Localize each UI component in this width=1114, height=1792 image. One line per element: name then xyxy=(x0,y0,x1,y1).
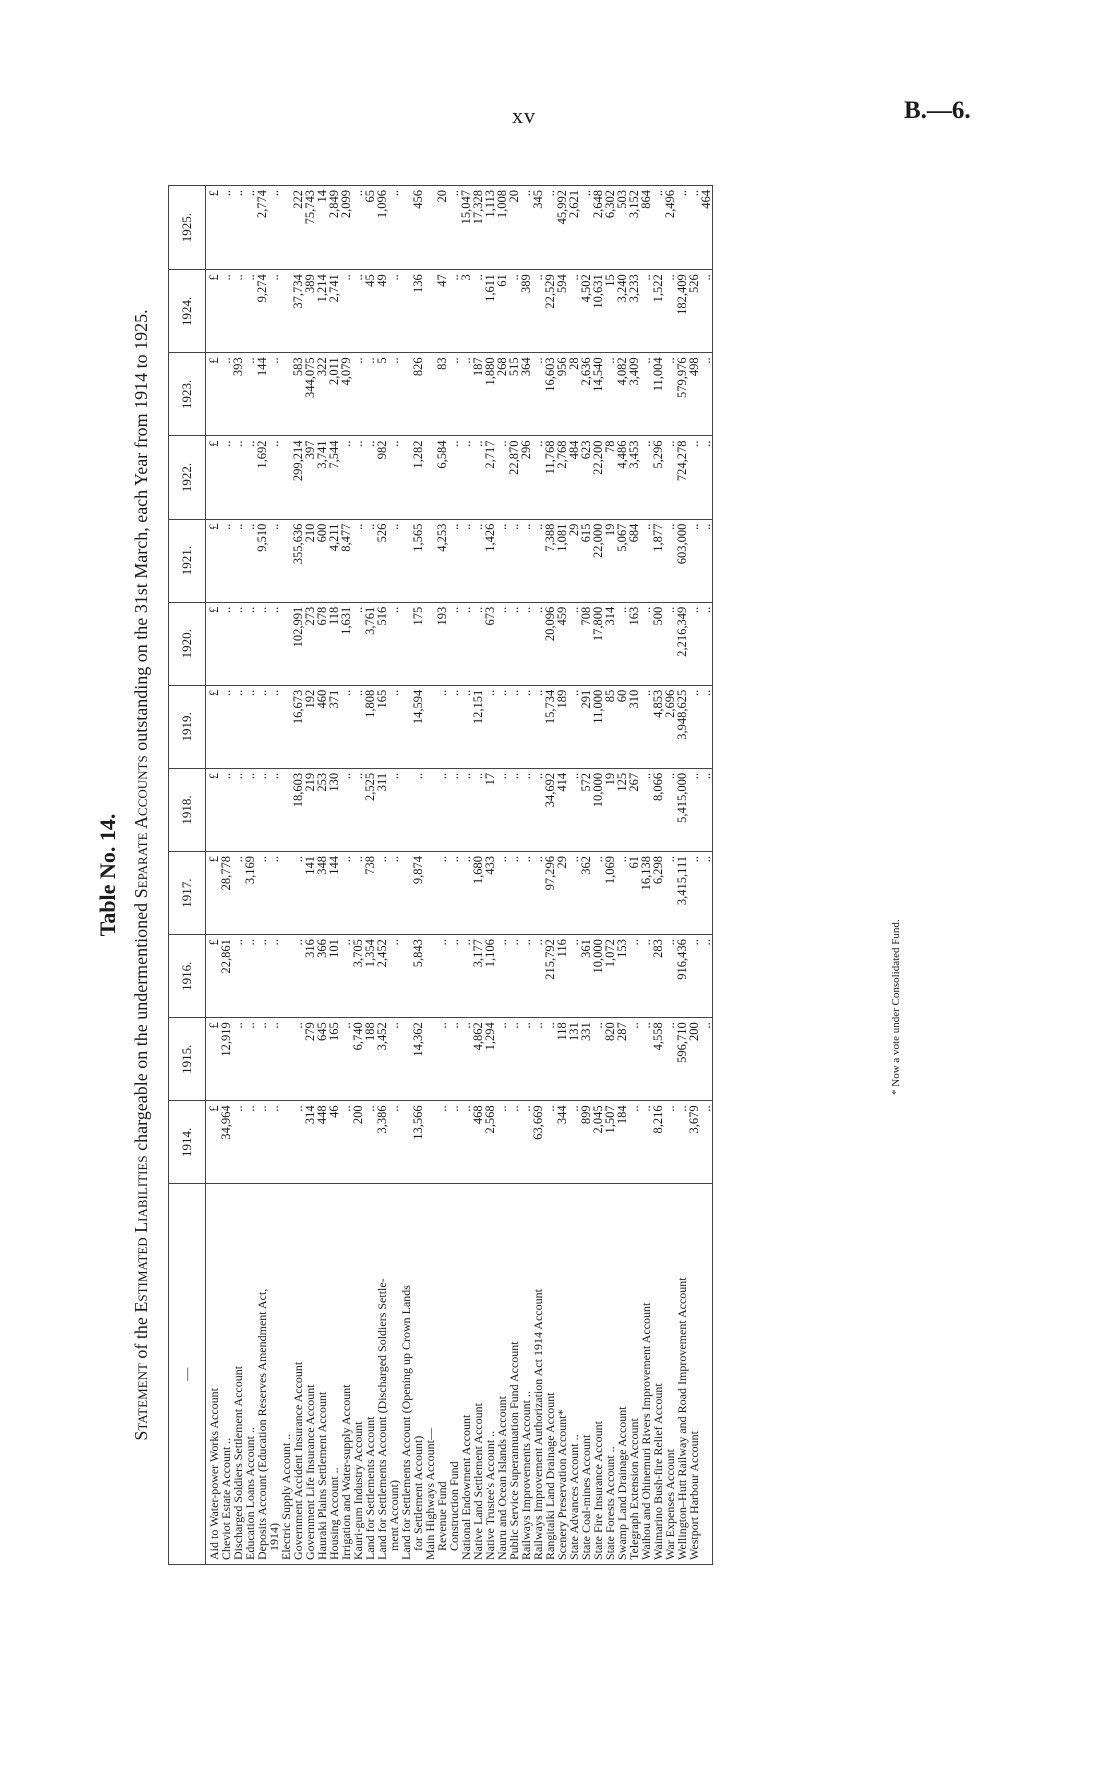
liabilities-table xyxy=(168,185,713,1565)
values-column-1925: £ .. .. .. 2,774 .. 222 75,743 14 2,849 2,099 .. 65 1,096 .. 456 20 .. 15,047 17,328 1,113 1,008 20 .. 345 .. 45,992 2,621 .. 2,648 6,302 503 3,152 864 .. 2,496 .. .. 464 xyxy=(206,186,713,270)
column-header: 1922. xyxy=(169,436,206,519)
column-header: 1919. xyxy=(169,685,206,768)
header-blank: — xyxy=(169,1184,206,1565)
column-header: 1914. xyxy=(169,1101,206,1184)
values-column-1924: £ .. .. .. 9,274 .. 37,734 389 1,214 2,741 .. .. 45 49 .. 136 47 .. 3 .. 1,611 61 .. 389 .. 22,529 594 .. 4,502 10,631 15 3,240 3,233 .. 1,522 .. 182,409 526 .. xyxy=(206,270,713,353)
values-column-1916: £ 22,861 .. .. .. .. .. 316 366 101 .. 3,705 1,354 2,452 .. 5,843 .. .. .. 3,177 1,106 .. .. .. .. 215,792 116 .. 361 10,000 1,072 153 .. .. 283 .. 916,436 .. .. xyxy=(206,935,713,1018)
values-column-1918: £ .. .. .. .. .. 18,603 219 253 130 .. .. 2,525 311 .. .. .. .. .. .. 17 .. .. .. .. 34,692 414 .. 572 10,000 19 125 267 .. 8,066 .. 5,415,000 .. .. xyxy=(206,768,713,851)
column-header: 1917. xyxy=(169,852,206,935)
rotated-table-area xyxy=(95,185,955,1565)
values-column-1921: £ .. .. .. 9,510 .. 355,636 210 600 4,211 8,477 .. .. 526 .. 1,565 4,253 .. .. .. 1,426 .. .. .. .. 7,388 1,081 29 615 22,000 19 5,067 684 .. 1,877 .. 603,000 .. .. xyxy=(206,519,713,602)
column-header: 1920. xyxy=(169,602,206,685)
title-word-estimated-liabilities: Estimated Liabilities xyxy=(131,1155,151,1313)
footnote: * Now a vote under Consolidated Fund. xyxy=(890,919,902,1095)
account-names-column: Aid to Water-power Works Account Cheviot Estate Account .. Discharged Soldiers Settlement Account Education Loans Account .. Deposits Account (Education Reserves Amendment Act, 1914) Electric Supply Account .. Government Accident Insurance Account Government Life Insurance Account Hauraki Plains Settlement Account Housing Account .. Irrigation and Water-supply Account Kauri-gum Industry Account Land for Settlements Account Land for Settlements Account (Discharged Soldiers Settle- ment Account) Land for Settlements Account (Opening up Crown Lands for Settlement Account) Main Highways Account— Revenue Fund Construction Fund National Endowment Account Native Land Settlement Account Native Trustee's Account .. Nauru and Ocean Islands Account Public Service Superannuation Fund Account Railways Improvements Account .. Railways Improvement Authorization Act 1914 Account Rangitaiki Land Drainage Account Scenery Preservation Account* State Advances Account .. State Coal-mines Account State Fire Insurance Account State Forests Account .. Swamp Land Drainage Account Telegraph Extension Account Waihou and Ohinemuri Rivers Improvement Account Waimarino Bush-fire Relief Account War Expenses Account Wellington–Hutt Railway and Road Improvement Account Westport Harbour Account xyxy=(206,1184,713,1565)
column-header: 1915. xyxy=(169,1018,206,1101)
column-header: 1925. xyxy=(169,186,206,270)
values-column-1920: £ .. .. .. .. .. 102,991 273 678 118 1,631 .. 3,761 516 .. 175 193 .. .. .. 673 .. .. .. .. 20,096 459 .. 708 17,800 314 .. 163 .. 500 .. 2,216,349 .. .. xyxy=(206,602,713,685)
page-number: xv xyxy=(512,103,536,128)
values-column-1914: £ 34,964 .. .. .. .. .. 314 448 46 .. 200 .. 3,386 .. 13,566 .. .. .. 468 2,568 .. .. .. 63,669 .. 344 .. 899 2,045 1,507 184 .. .. 8,216 .. .. 3,679 .. xyxy=(206,1101,713,1184)
title-word-separate-accounts: Separate Accounts xyxy=(131,755,151,899)
values-column-1919: £ .. .. .. .. .. 16,673 192 460 371 .. .. 1,808 165 .. 14,594 .. .. .. 12,151 .. .. .. .. .. 15,734 189 .. 291 11,000 85 60 310 .. 4,853 2,696 3,948,625 .. .. xyxy=(206,685,713,768)
values-column-1923: £ .. 393 .. 144 .. 583 344,075 322 2,011 4,079 .. .. 5 .. 826 83 .. .. 187 1,880 268 515 364 .. 16,603 956 28 2,636 14,540 .. 4,082 3,409 .. 11,004 .. 579,976 498 .. xyxy=(206,353,713,436)
title-text-3: outstanding on the 31st March, each Year from 1914 to 1925. xyxy=(131,309,151,756)
title-text-1: of the xyxy=(131,1312,151,1364)
column-header: 1918. xyxy=(169,768,206,851)
column-header: 1923. xyxy=(169,353,206,436)
values-column-1922: £ .. .. .. 1,692 .. 299,214 397 3,741 7,544 .. .. .. 982 .. 1,282 6,584 .. .. .. 2,717 .. 22,870 296 .. 11,768 2,768 484 623 22,200 78 4,486 3,453 .. 5,296 .. 724,278 .. .. xyxy=(206,436,713,519)
table-header-row xyxy=(169,186,206,1565)
column-header: 1921. xyxy=(169,519,206,602)
values-column-1917: £ 28,778 .. 3,169 .. .. .. 141 348 144 .. .. 738 .. .. 9,874 .. .. .. 1,680 433 .. .. .. .. 97,296 29 .. 362 .. 1,069 .. 61 16,138 6,298 .. 3,415,111 .. .. xyxy=(206,852,713,935)
table-title xyxy=(131,185,152,1565)
column-header: 1924. xyxy=(169,270,206,353)
table-body-row xyxy=(206,186,713,1565)
table-number: Table No. 14. xyxy=(95,813,120,937)
values-column-1915: £ 12,919 .. .. .. .. .. 279 645 165 .. 6,740 188 3,452 .. 14,362 .. .. .. 4,862 1,294 .. .. .. .. .. 118 131 331 .. 820 287 .. .. 4,558 .. 596,710 200 .. xyxy=(206,1018,713,1101)
paper-reference: B.—6. xyxy=(904,97,971,124)
title-word-statement: Statement xyxy=(131,1363,151,1441)
title-text-2: chargeable on the undermentioned xyxy=(131,898,151,1156)
column-header: 1916. xyxy=(169,935,206,1018)
